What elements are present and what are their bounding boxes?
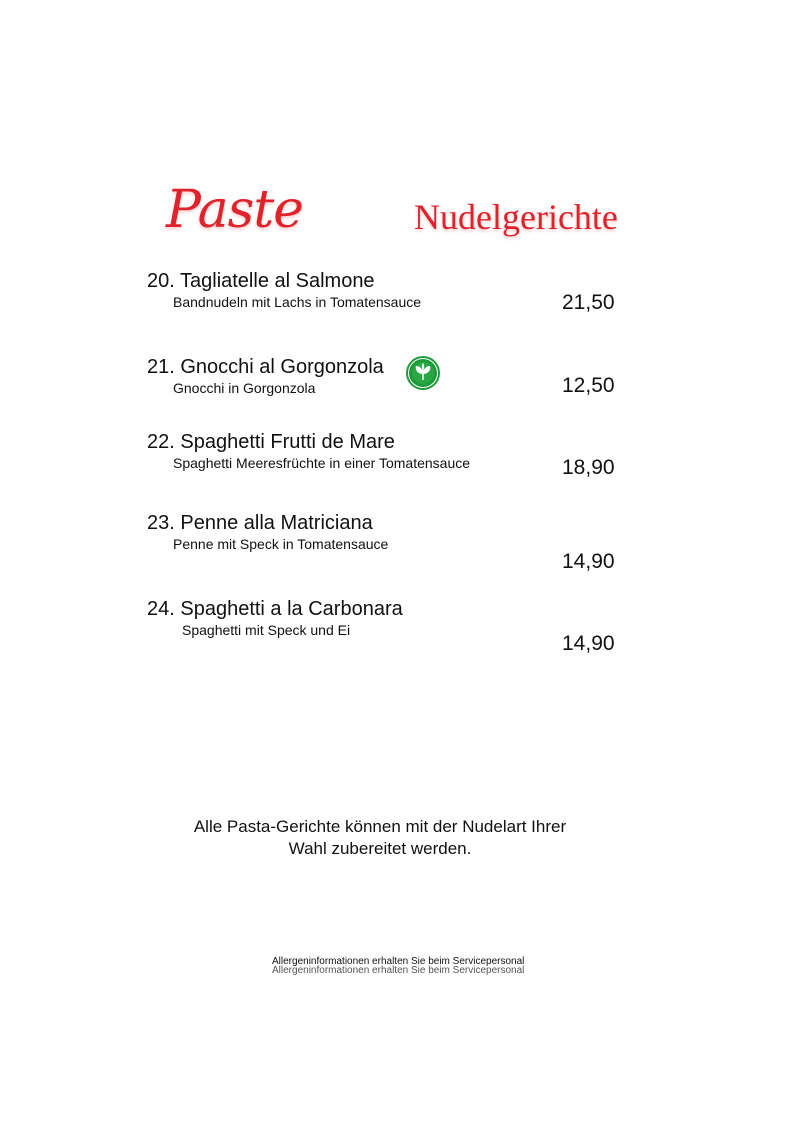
- pasta-note: [140, 816, 620, 860]
- page-title-paste: Paste: [166, 180, 304, 240]
- menu-item-description: Spaghetti mit Speck und Ei: [182, 622, 351, 638]
- menu-item-description: Spaghetti Meeresfrüchte in einer Tomatensauce: [173, 455, 471, 471]
- menu-item-description: Bandnudeln mit Lachs in Tomatensauce: [173, 294, 422, 310]
- menu-item-name: 21. Gnocchi al Gorgonzola: [147, 356, 384, 378]
- menu-item-price: 14,90: [562, 632, 615, 655]
- menu-item-price: 12,50: [562, 374, 615, 397]
- vegetarian-leaf-icon: [405, 355, 441, 391]
- menu-item-name: 23. Penne alla Matriciana: [147, 512, 373, 534]
- menu-item-price: 18,90: [562, 456, 615, 479]
- menu-item-description: Gnocchi in Gorgonzola: [173, 380, 316, 396]
- pasta-note-line: Alle Pasta-Gerichte können mit der Nudelart Ihrer: [193, 817, 567, 836]
- menu-item-name: 22. Spaghetti Frutti de Mare: [147, 431, 395, 453]
- menu-item-description: Penne mit Speck in Tomatensauce: [173, 536, 389, 552]
- menu-item-price: 14,90: [562, 550, 615, 573]
- menu-item-name: 20. Tagliatelle al Salmone: [147, 270, 375, 292]
- menu-item-price: 21,50: [562, 291, 615, 314]
- menu-item-name: 24. Spaghetti a la Carbonara: [147, 598, 403, 620]
- page-title-nudelgerichte: Nudelgerichte: [414, 197, 618, 237]
- allergen-info: Allergeninformationen erhalten Sie beim Servicepersonal: [272, 956, 525, 967]
- allergen-info-clipped-line: Allergeninformationen erhalten Sie beim Servicepersonal: [272, 965, 525, 976]
- pasta-note-line: Wahl zubereitet werden.: [288, 839, 472, 858]
